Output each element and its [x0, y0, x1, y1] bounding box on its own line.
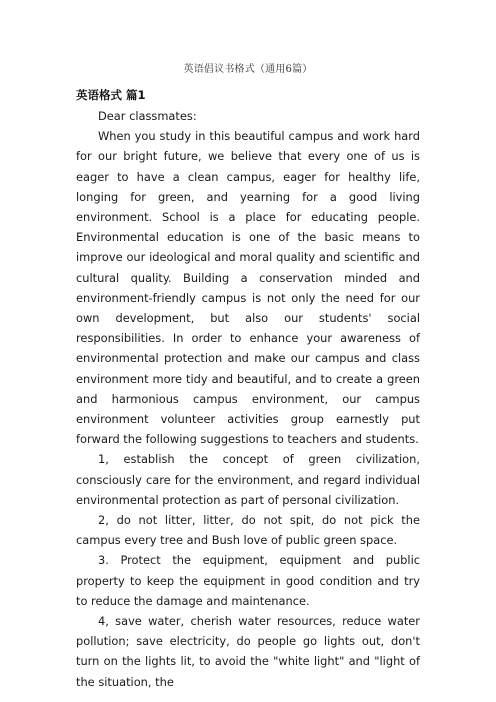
- salutation: Dear classmates:: [98, 109, 197, 123]
- document-body: [76, 86, 420, 692]
- section-title: 英语格式 篇1: [76, 88, 146, 102]
- paragraph-intro: When you study in this beautiful campus and work hard for our bright future, we believe that every one of us is eager to have a clean campus, eager for healthy life, longing for green, and yearning for a good living environment. School is a place for educating people. Environmental education is one of the basic means to improve our ideological and moral quality and scientific and cultural quality. Building a conservation minded and environment-friendly campus is not only the need for our own development, but also our students' social responsibilities. In order to enhance your awareness of environmental protection and make our campus and class environment more tidy and beautiful, and to create a green and harmonious campus environment, our campus environment volunteer activities group earnestly put forward the following suggestions to teachers and students.: [76, 129, 420, 447]
- paragraph-suggestion-1: 1, establish the concept of green civilization, consciously care for the environment, and regard individual environmental protection as part of personal civilization.: [76, 452, 420, 507]
- page-header: 英语倡议书格式（通用6篇）: [183, 64, 313, 75]
- paragraph-suggestion-3: 3. Protect the equipment, equipment and public property to keep the equipment in good condition and try to reduce the damage and maintenance.: [76, 553, 420, 608]
- paragraph-suggestion-2: 2, do not litter, litter, do not spit, do not pick the campus every tree and Bush love of public green space.: [76, 513, 420, 548]
- paragraph-suggestion-4: 4, save water, cherish water resources, reduce water pollution; save electricity, do people go lights out, don't turn on the lights lit, to avoid the "white light" and "light of the situation, the: [76, 614, 420, 689]
